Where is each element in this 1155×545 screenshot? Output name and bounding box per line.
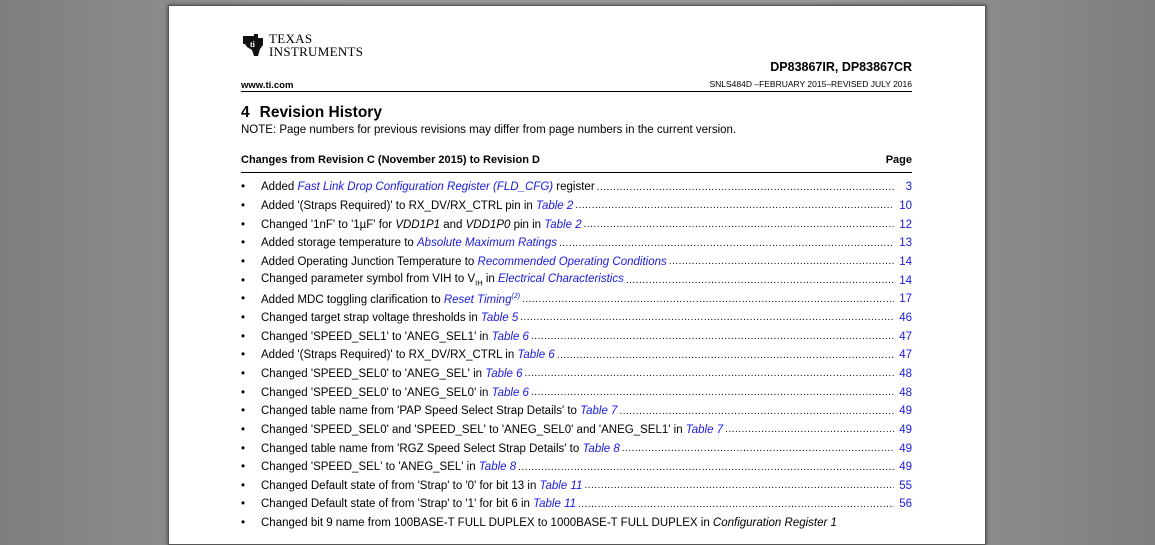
change-text: Changed Default state of from 'Strap' to '0' for bit 13 in Table 11 xyxy=(261,479,583,492)
change-text: Changed 'SPEED_SEL' to 'ANEG_SEL' in Table 8 xyxy=(261,461,517,474)
dot-leader xyxy=(518,462,894,473)
page-number-link[interactable]: 12 xyxy=(899,218,912,231)
dot-leader xyxy=(557,350,894,361)
page-number-link[interactable]: 47 xyxy=(899,349,912,362)
changes-header xyxy=(241,154,912,166)
dot-leader xyxy=(525,368,894,379)
section-heading xyxy=(241,104,382,122)
page-number xyxy=(896,293,912,305)
list-item xyxy=(241,234,912,253)
page-number xyxy=(896,219,912,231)
list-item xyxy=(241,197,912,216)
page-number-link[interactable]: 55 xyxy=(899,479,912,492)
page-number xyxy=(896,349,912,361)
dot-leader xyxy=(725,424,894,435)
page-number xyxy=(896,480,912,492)
page-number-link[interactable]: 49 xyxy=(899,461,912,474)
page-number xyxy=(896,256,912,268)
page-number-link[interactable]: 49 xyxy=(899,442,912,455)
dot-leader xyxy=(619,406,894,417)
list-item xyxy=(241,421,912,440)
cross-reference-link[interactable]: Table 6 xyxy=(491,330,529,343)
cross-reference-link[interactable]: Electrical Characteristics xyxy=(497,273,624,286)
dot-leader xyxy=(584,480,894,491)
change-text: Added '(Straps Required)' to RX_DV/RX_CTRL in Table 6 xyxy=(261,349,555,362)
list-item xyxy=(241,215,912,234)
page-number-link[interactable]: 49 xyxy=(899,405,912,418)
logo-text-line2: INSTRUMENTS xyxy=(269,44,364,59)
page-number xyxy=(896,312,912,324)
change-text: Changed 'SPEED_SEL0' to 'ANEG_SEL' in Table 6 xyxy=(261,367,523,380)
list-item xyxy=(241,290,912,309)
page-number-link[interactable]: 48 xyxy=(899,386,912,399)
change-text: Changed 'SPEED_SEL1' to 'ANEG_SEL1' in Table 6 xyxy=(261,330,529,343)
bullet-icon: • xyxy=(241,517,246,530)
cross-reference-link[interactable]: Table 7 xyxy=(580,405,618,418)
changes-divider xyxy=(241,172,912,173)
changes-title: Changes from Revision C (November 2015) to Revision D xyxy=(241,154,540,166)
change-text: Changed 'SPEED_SEL0' and 'SPEED_SEL' to 'ANEG_SEL0' and 'ANEG_SEL1' in Table 7 xyxy=(261,423,724,436)
dot-leader xyxy=(531,387,894,398)
dot-leader xyxy=(584,219,894,230)
list-item xyxy=(241,477,912,496)
italic-term: Configuration Register 1 xyxy=(712,517,837,530)
cross-reference-link[interactable]: Table 2 xyxy=(535,199,574,212)
dot-leader xyxy=(522,294,894,305)
page-column-label: Page xyxy=(885,154,912,166)
page-number xyxy=(896,498,912,510)
dot-leader xyxy=(578,499,894,510)
bullet-icon: • xyxy=(241,386,246,399)
ti-logo xyxy=(241,28,363,62)
page-number xyxy=(896,424,912,436)
dot-leader xyxy=(669,256,894,267)
page-number xyxy=(896,368,912,380)
dot-leader xyxy=(531,331,894,342)
section-title: Revision History xyxy=(259,104,382,121)
list-item xyxy=(241,309,912,328)
page-number-link[interactable]: 14 xyxy=(899,255,912,268)
dot-leader xyxy=(597,182,894,193)
bullet-icon: • xyxy=(241,293,246,306)
revision-note: NOTE: Page numbers for previous revisions may differ from page numbers in the current version. xyxy=(241,124,737,136)
page-number xyxy=(896,405,912,417)
bullet-icon: • xyxy=(241,274,246,287)
header-divider xyxy=(241,91,912,92)
bullet-icon: • xyxy=(241,498,246,511)
change-text: Added storage temperature to Absolute Maximum Ratings xyxy=(261,237,557,250)
changes-list xyxy=(241,178,912,532)
change-text: Changed target strap voltage thresholds in Table 5 xyxy=(261,311,519,324)
cross-reference-link[interactable]: Table 6 xyxy=(491,386,529,399)
page-number xyxy=(896,200,912,212)
change-text: Added Operating Junction Temperature to Recommended Operating Conditions xyxy=(261,255,667,268)
cross-reference-link[interactable]: Table 5 xyxy=(480,311,519,324)
list-item xyxy=(241,346,912,365)
bullet-icon: • xyxy=(241,461,246,474)
change-text: Added Fast Link Drop Configuration Register (FLD_CFG) register xyxy=(261,181,595,194)
bullet-icon: • xyxy=(241,199,246,212)
list-item xyxy=(241,271,912,290)
document-page xyxy=(168,5,986,545)
cross-reference-link[interactable]: Table 8 xyxy=(582,442,620,455)
bullet-icon: • xyxy=(241,255,246,268)
cross-reference-link[interactable]: Absolute Maximum Ratings xyxy=(417,237,557,250)
page-number xyxy=(896,461,912,473)
bullet-icon: • xyxy=(241,479,246,492)
list-item xyxy=(241,458,912,477)
cross-reference-link[interactable]: Table 7 xyxy=(685,423,724,436)
italic-term: VDD1P1 xyxy=(395,218,441,231)
ti-logo-icon xyxy=(241,32,265,58)
part-numbers: DP83867IR, DP83867CR xyxy=(770,60,912,74)
page-number-link[interactable]: 56 xyxy=(899,498,912,511)
change-text: Changed bit 9 name from 100BASE-T FULL DUPLEX to 1000BASE-T FULL DUPLEX in Configuration Register 1 xyxy=(261,517,837,530)
bullet-icon: • xyxy=(241,423,246,436)
page-number-link[interactable]: 10 xyxy=(899,199,912,212)
cross-reference-link[interactable]: Table 2 xyxy=(544,218,582,231)
page-number-link[interactable]: 47 xyxy=(899,330,912,343)
cross-reference-link[interactable]: Table 11 xyxy=(539,479,583,492)
list-item xyxy=(241,327,912,346)
bullet-icon: • xyxy=(241,405,246,418)
page-number xyxy=(896,237,912,249)
subscript: IH xyxy=(475,278,483,288)
bullet-icon: • xyxy=(241,311,246,324)
list-item xyxy=(241,514,912,533)
page-number-link[interactable]: 17 xyxy=(899,293,912,306)
list-item xyxy=(241,402,912,421)
list-item xyxy=(241,495,912,514)
svg-text:ti: ti xyxy=(250,40,255,49)
document-number: SNLS484D –FEBRUARY 2015–REVISED JULY 2016 xyxy=(709,79,912,89)
bullet-icon: • xyxy=(241,367,246,380)
cross-reference-link[interactable]: Reset Timing xyxy=(443,293,512,306)
list-item xyxy=(241,365,912,384)
website-link[interactable]: www.ti.com xyxy=(241,80,294,91)
page-number xyxy=(896,181,912,193)
cross-reference-link[interactable]: Table 6 xyxy=(517,349,555,362)
change-text: Changed table name from 'RGZ Speed Select Strap Details' to Table 8 xyxy=(261,442,620,455)
bullet-icon: • xyxy=(241,237,246,250)
cross-reference-link[interactable]: Table 11 xyxy=(533,498,577,511)
logo-text-line1: TEXAS xyxy=(269,31,313,46)
page-number xyxy=(896,275,912,287)
footnote-ref[interactable]: (2) xyxy=(511,292,521,300)
cross-reference-link[interactable]: Table 8 xyxy=(478,461,517,474)
page-number-link[interactable]: 48 xyxy=(899,367,912,380)
bullet-icon: • xyxy=(241,442,246,455)
page-number-link[interactable]: 49 xyxy=(899,423,912,436)
page-number xyxy=(896,443,912,455)
change-text: Added MDC toggling clarification to Reset Timing$^{(2)}$ xyxy=(261,292,521,306)
change-text: Changed '1nF' to '1µF' for VDD1P1 and VDD1P0 pin in Table 2 xyxy=(261,218,582,231)
change-text: Changed Default state of from 'Strap' to '1' for bit 6 in Table 11 xyxy=(261,498,577,511)
dot-leader xyxy=(575,200,894,211)
page-number-link[interactable]: 14 xyxy=(899,274,912,287)
bullet-icon: • xyxy=(241,330,246,343)
section-number: 4 xyxy=(241,104,250,121)
dot-leader xyxy=(626,275,894,286)
dot-leader xyxy=(622,443,894,454)
cross-reference-link[interactable]: Fast Link Drop Configuration Register (FLD_CFG) xyxy=(297,181,554,194)
page-number-link[interactable]: 3 xyxy=(905,181,912,194)
cross-reference-link[interactable]: Table 6 xyxy=(485,367,523,380)
change-text: Changed 'SPEED_SEL0' to 'ANEG_SEL0' in Table 6 xyxy=(261,386,529,399)
list-item xyxy=(241,178,912,197)
bullet-icon: • xyxy=(241,218,246,231)
list-item xyxy=(241,253,912,272)
list-item xyxy=(241,439,912,458)
dot-leader xyxy=(559,238,894,249)
dot-leader xyxy=(520,312,894,323)
list-item xyxy=(241,383,912,402)
page-number xyxy=(896,387,912,399)
page-number-link[interactable]: 13 xyxy=(899,237,912,250)
change-text: Added '(Straps Required)' to RX_DV/RX_CTRL pin in Table 2 xyxy=(261,199,574,212)
page-number xyxy=(896,331,912,343)
page-number-link[interactable]: 46 xyxy=(899,311,912,324)
italic-term: VDD1P0 xyxy=(465,218,511,231)
bullet-icon: • xyxy=(241,349,246,362)
change-text: Changed parameter symbol from VIH to $V_{IH}$ in Electrical Characteristics xyxy=(261,273,624,288)
change-text: Changed table name from 'PAP Speed Select Strap Details' to Table 7 xyxy=(261,405,618,418)
cross-reference-link[interactable]: Recommended Operating Conditions xyxy=(477,255,667,268)
bullet-icon: • xyxy=(241,181,246,194)
